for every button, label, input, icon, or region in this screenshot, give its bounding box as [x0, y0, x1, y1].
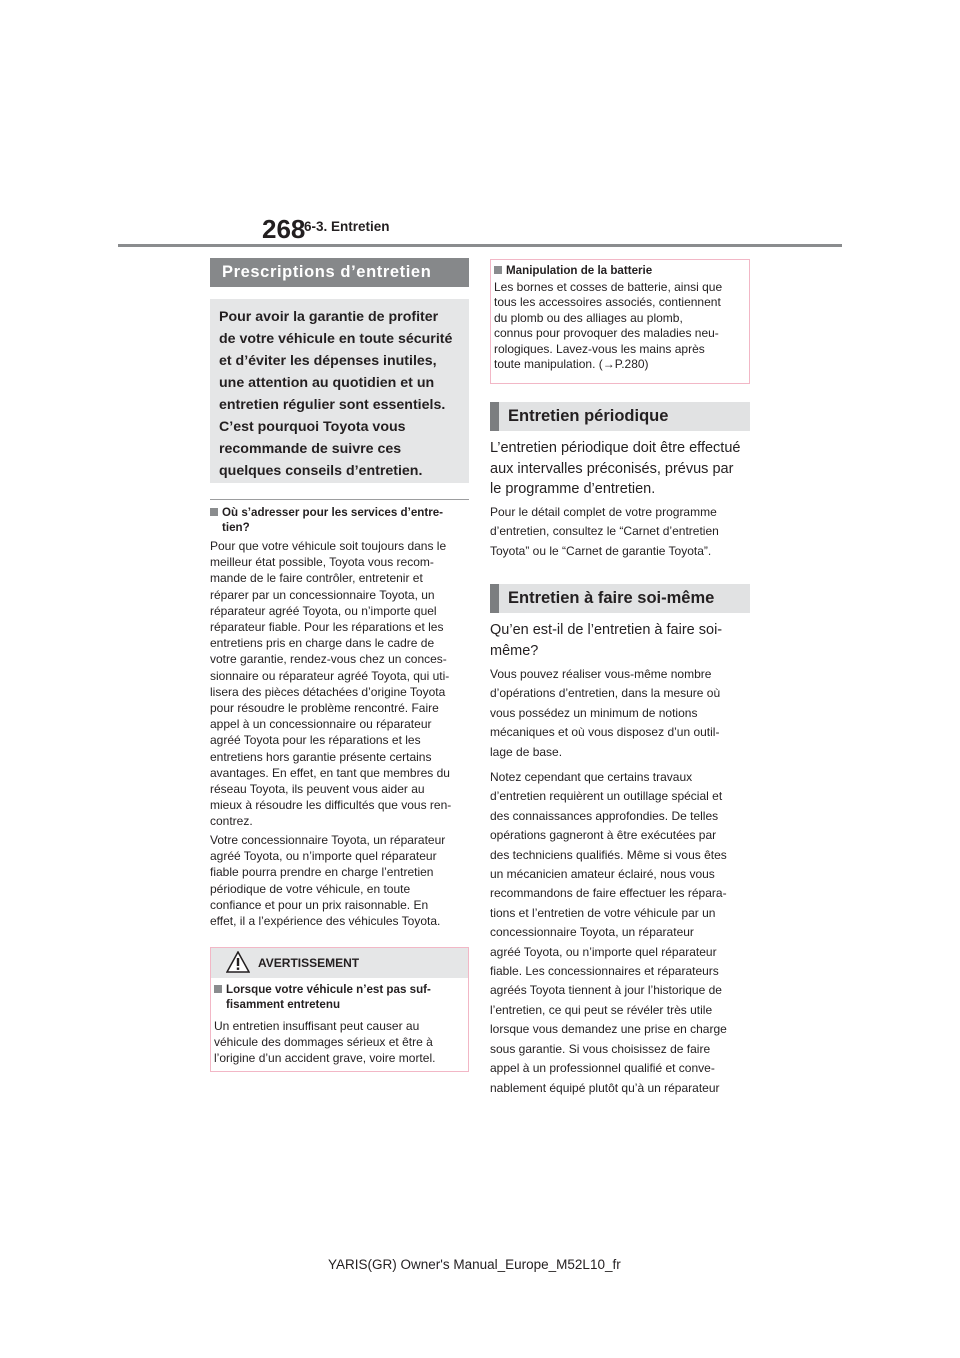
intro-box — [210, 299, 469, 483]
battery-heading: Manipulation de la batterie — [494, 263, 744, 278]
intro-line: et d’éviter les dépenses inutiles, — [219, 353, 437, 369]
page-number: 268 — [262, 214, 306, 244]
question-divider — [210, 499, 469, 500]
periodic-title: Entretien périodique — [508, 407, 669, 425]
section-title: 6-3. Entretien — [304, 219, 390, 234]
warning-body: Un entretien insuffisant peut causer au véhicule des dommages sérieux et être à l’origine d’un accident grave, voire mortel. — [214, 1019, 436, 1066]
service-paragraph-2: Votre concessionnaire Toyota, un réparateur agréé Toyota, ou n’importe quel réparateur fiable pourra prendre en charge l’entretien périodique de votre véhicule, en toute confiance et pour un prix raisonnable. En effet, il a l’expérience des véhicules Toyota. — [210, 833, 446, 929]
service-paragraph-1: Pour que votre véhicule soit toujours dans le meilleur état possible, Toyota vous recom- mande de le faire contrôler, entretenir et réparer par un concessionnaire Toyota, un réparateur agréé Toyota, ou n’importe quel réparateur fiable. Pour les réparations et les entretiens pris en charge dans le cadre de votre garantie, rendez-vous chez un conces- sionnaire ou réparateur agréé Toyota, qui uti- lisera des pièces détachées d’origine Toyota pour résoudre le problème rencontré. Faire appel à un concessionnaire ou réparateur agréé Toyota pour les réparations et les entretiens hors garantie présente certains avantages. En effet, en tant que membres du réseau Toyota, ils peuvent vous aider au mieux à résoudre les difficultés que vous ren- contrez. — [210, 539, 452, 829]
square-bullet-icon — [210, 508, 218, 516]
warning-heading: Lorsque votre véhicule n’est pas suf- fisamment entretenu — [214, 982, 464, 1012]
periodic-body: Pour le détail complet de votre programme d’entretien, consultez le “Carnet d’entretien Toyota” ou le “Carnet de garantie Toyota”. — [490, 505, 719, 558]
square-bullet-icon — [494, 266, 502, 274]
diy-paragraph-1: Vous pouvez réaliser vous-même nombre d’opérations d’entretien, dans la mesure où vous possédez un minimum de notions mécaniques et où vous disposez d’un outil- lage de base. — [490, 667, 721, 759]
footer-manual-id: YARIS(GR) Owner's Manual_Europe_M52L10_fr — [328, 1257, 621, 1272]
intro-line: quelques conseils d’entretien. — [219, 463, 423, 479]
battery-body: Les bornes et cosses de batterie, ainsi que tous les accessoires associés, contiennent du plomb ou des alliages au plomb, connus pour provoquer des maladies neu- rologiques. Lavez-vous les mains après toute manipulation. (→P.280) — [494, 280, 723, 372]
warning-triangle-icon — [226, 951, 250, 973]
warning-title: AVERTISSEMENT — [258, 956, 360, 970]
intro-line: entretien régulier sont essentiels. — [219, 397, 446, 413]
intro-line: C’est pourquoi Toyota vous — [219, 419, 406, 435]
prescriptions-title: Prescriptions d’entretien — [222, 263, 432, 281]
diy-title: Entretien à faire soi-même — [508, 589, 715, 607]
question-heading: Où s’adresser pour les services d’entre- tien? — [210, 505, 469, 535]
intro-line: une attention au quotidien et un — [219, 375, 435, 391]
intro-line: Pour avoir la garantie de profiter — [219, 309, 439, 325]
header-divider — [118, 244, 842, 247]
diy-lead: Qu’en est-il de l’entretien à faire soi- même? — [490, 622, 723, 659]
periodic-lead: L’entretien périodique doit être effectué aux intervalles préconisés, prévus par le programme d’entretien. — [490, 440, 741, 497]
square-bullet-icon — [214, 985, 222, 993]
prescriptions-title-bar — [210, 258, 469, 287]
diy-title-bar — [490, 584, 750, 613]
intro-line: de votre véhicule en toute sécurité — [219, 331, 453, 347]
diy-paragraph-2: Notez cependant que certains travaux d’entretien requièrent un outillage spécial et des connaissances approfondies. De telles opérations gagneront à être exécutées par des techniciens qualifiés. Même si vous êtes un mécanicien amateur éclairé, nous vous recommandons de faire effectuer les répara- tions et l’entretien de votre véhicule par un concessionnaire Toyota, un réparateur agréé Toyota, ou n’importe quel réparateur fiable. Les concessionnaires et réparateurs agréés Toyota tiennent à jour l’historique de l’entretien, ce qui peut se révéler très utile lorsque vous demandez une prise en charge sous garantie. Si vous choisissez de faire appel à un professionnel qualifié et conve- nablement équipé plutôt qu’à un réparateur — [490, 770, 727, 1095]
periodic-title-bar — [490, 402, 750, 431]
intro-line: recommande de suivre ces — [219, 441, 402, 457]
